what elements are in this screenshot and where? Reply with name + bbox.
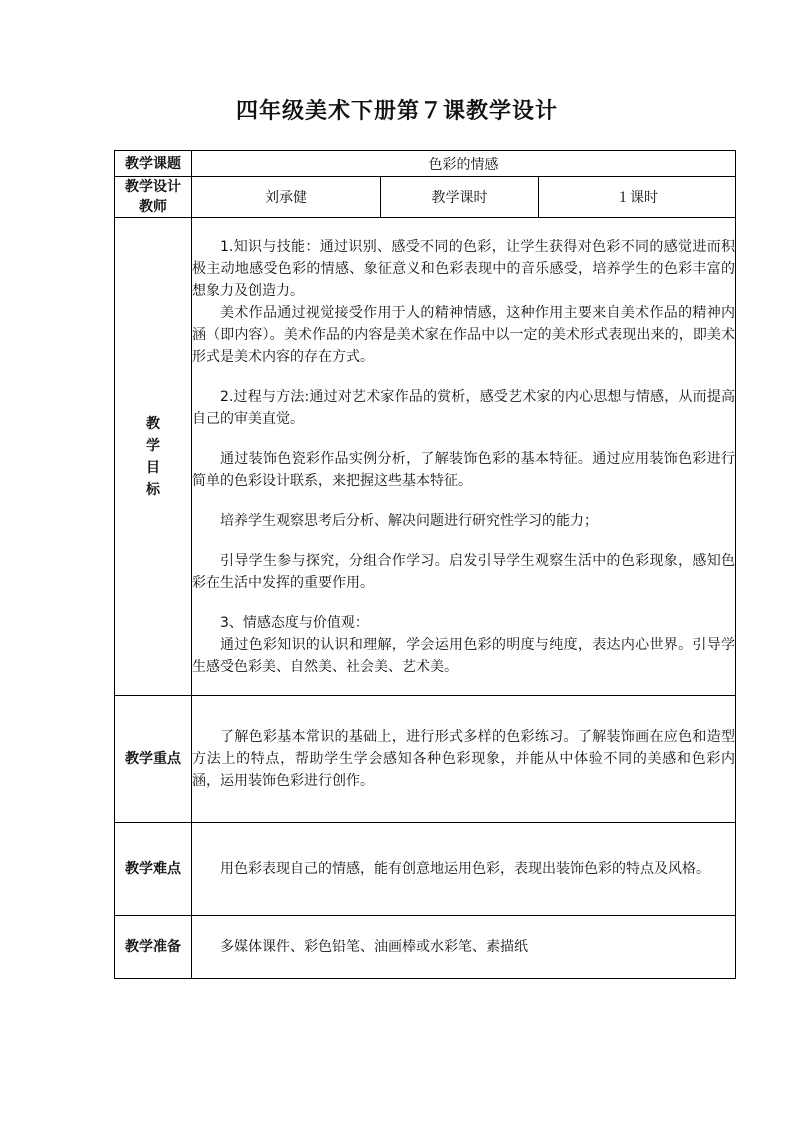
row-objectives xyxy=(115,218,736,696)
row-key-points xyxy=(115,696,736,823)
objective-paragraph: 美术作品通过视觉接受作用于人的精神情感，这种作用主要来自美术作品的精神内涵（即内容）。美术作品的内容是美术家在作品中以一定的美术形式表现出来的，即美术形式是美术内容的存在方式。 xyxy=(192,304,736,365)
hours-value: １课时 xyxy=(539,177,736,218)
topic-label: 教学课题 xyxy=(115,151,192,177)
objective-paragraph: 通过色彩知识的认识和理解，学会运用色彩的明度与纯度，表达内心世界。引导学生感受色彩美、自然美、社会美、艺术美。 xyxy=(192,636,736,675)
preparation-label: 教学准备 xyxy=(115,916,192,979)
difficulties-content xyxy=(192,823,736,916)
key-points-label: 教学重点 xyxy=(115,696,192,823)
preparation-content xyxy=(192,916,736,979)
paragraph-gap xyxy=(192,492,735,510)
topic-value: 色彩的情感 xyxy=(192,151,736,177)
paragraph-gap xyxy=(192,532,735,550)
difficulties-text: 用色彩表现自己的情感，能有创意地运用色彩，表现出装饰色彩的特点及风格。 xyxy=(220,861,710,877)
key-points-text: 了解色彩基本常识的基础上，进行形式多样的色彩练习。了解装饰画在应色和造型方法上的特点，帮助学生学会感知各种色彩现象，并能从中体验不同的美感和色彩内涵，运用装饰色彩进行创作。 xyxy=(192,729,736,789)
paragraph-gap xyxy=(192,594,735,612)
preparation-text: 多媒体课件、彩色铅笔、油画棒或水彩笔、素描纸 xyxy=(220,939,528,955)
difficulties-label: 教学难点 xyxy=(115,823,192,916)
objectives-content xyxy=(192,218,736,696)
lesson-plan-table xyxy=(114,150,736,979)
row-preparation xyxy=(115,916,736,979)
objectives-label xyxy=(115,218,192,696)
objective-paragraph: 3、情感态度与价值观： xyxy=(220,614,369,631)
objective-paragraph: 1.知识与技能：通过识别、感受不同的色彩，让学生获得对色彩不同的感觉进而积极主动地感受色彩的情感、象征意义和色彩表现中的音乐感受，培养学生的色彩丰富的想象力及创造力。 xyxy=(192,238,736,299)
teacher-label xyxy=(115,177,192,218)
key-points-content xyxy=(192,696,736,823)
row-difficulties xyxy=(115,823,736,916)
row-teacher xyxy=(115,177,736,218)
page-title: 四年级美术下册第７课教学设计 xyxy=(235,98,558,124)
objective-paragraph: 引导学生参与探究，分组合作学习。启发引导学生观察生活中的色彩现象，感知色彩在生活中发挥的重要作用。 xyxy=(192,552,736,591)
objective-paragraph: 2.过程与方法:通过对艺术家作品的赏析，感受艺术家的内心思想与情感，从而提高自己的审美直觉。 xyxy=(192,388,736,427)
paragraph-gap xyxy=(192,430,735,448)
paragraph-gap xyxy=(192,368,735,386)
objectives-label-text: 教学目标 xyxy=(146,415,160,498)
teacher-label-text: 教学设计教师 xyxy=(124,179,181,215)
objective-paragraph: 通过装饰色瓷彩作品实例分析，了解装饰色彩的基本特征。通过应用装饰色彩进行简单的色彩设计联系，来把握这些基本特征。 xyxy=(192,450,736,489)
row-topic xyxy=(115,151,736,177)
teacher-value: 刘承健 xyxy=(192,177,381,218)
hours-label: 教学课时 xyxy=(381,177,539,218)
objective-paragraph: 培养学生观察思考后分析、解决问题进行研究性学习的能力； xyxy=(220,512,598,529)
